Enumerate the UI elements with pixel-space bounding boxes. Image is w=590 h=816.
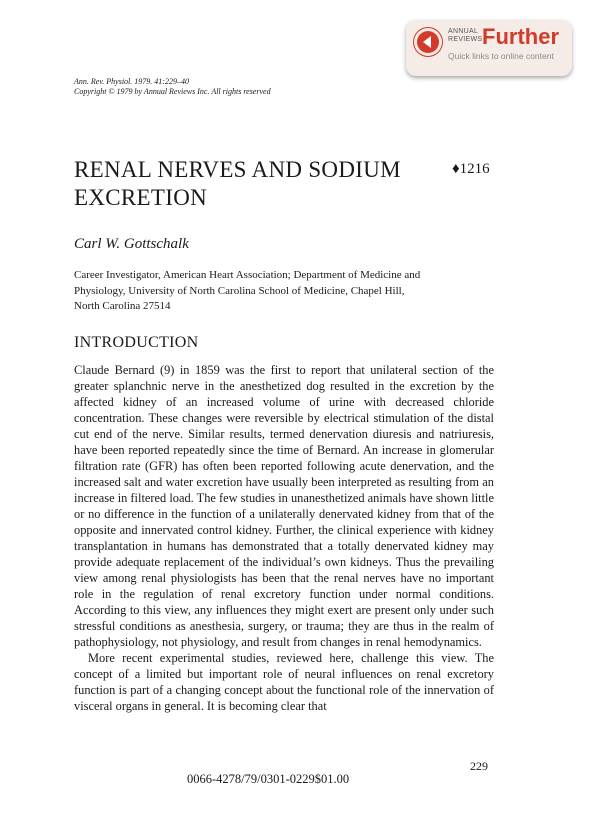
- badge-small-line2: REVIEWS: [448, 36, 483, 43]
- author-affiliation: [74, 268, 494, 315]
- body-text: [74, 362, 494, 714]
- page-number: 229: [470, 759, 488, 773]
- affiliation-line-2: Physiology, University of North Carolina School of Medicine, Chapel Hill,: [74, 284, 405, 297]
- journal-citation: Ann. Rev. Physiol. 1979. 41:229–40: [74, 77, 189, 86]
- paragraph-1: Claude Bernard (9) in 1859 was the first to report that unilateral section of the greater splanchnic nerve in the anesthetized dog resulted in the excretion by the affected kidney of an increased volume of urine with decreased chloride concentration. These changes were reversible by electrical stimulation of the distal cut end of the nerve. Similar results, termed denervation diuresis and natriuresis, have been reported repeatedly since the time of Bernard. An increase in glomerular filtration rate (GFR) has often been reported following acute denervation, and the increased salt and water excretion have usually been interpreted as resulting from an increase in filtered load. The few studies in unanesthetized animals have shown little or no difference in the function of a unilaterally denervated kidney from that of the opposite and innervated control kidney. Further, the clinical experience with kidney transplantation in humans has demonstrated that a totally denervated kidney may provide adequate replacement of the individual’s own kidneys. Thus the prevailing view among renal physiologists has been that the renal nerves have no important role in the regulation of renal excretory function under normal conditions. According to this view, any influences they might exert are present only under such stressful conditions as anesthesia, surgery, or trauma; they are thus in the realm of pathophysiology, not physiology, and result from changes in renal hemodynamics.: [74, 363, 494, 649]
- affiliation-line-1: Career Investigator, American Heart Association; Department of Medicine and: [74, 269, 421, 281]
- section-heading: INTRODUCTION: [74, 334, 199, 351]
- author-name: Carl W. Gottschalk: [74, 236, 189, 252]
- issn-line: 0066-4278/79/0301-0229$01.00: [187, 772, 350, 786]
- paragraph-2: More recent experimental studies, reviewed here, challenge this view. The concept of a limited but important role of neural influences on renal excretory function is part of a changing concept about the functional role of the innervation of visceral organs in general. It is becoming clear that: [74, 651, 494, 713]
- annual-reviews-wordmark: [448, 28, 482, 44]
- title-line-1: RENAL NERVES AND SODIUM: [74, 157, 401, 182]
- journal-citation-block: [74, 77, 271, 97]
- title-line-2: EXCRETION: [74, 185, 208, 210]
- journal-copyright: Copyright © 1979 by Annual Reviews Inc. All rights reserved: [74, 87, 271, 96]
- badge-small-line1: ANNUAL: [448, 28, 479, 35]
- play-circle-icon: [414, 28, 442, 56]
- badge-subtitle: Quick links to online content: [448, 51, 554, 61]
- article-title: [74, 156, 401, 212]
- further-label[interactable]: Further: [482, 24, 559, 49]
- article-code: ♦1216: [452, 161, 490, 177]
- affiliation-line-3: North Carolina 27514: [74, 300, 171, 312]
